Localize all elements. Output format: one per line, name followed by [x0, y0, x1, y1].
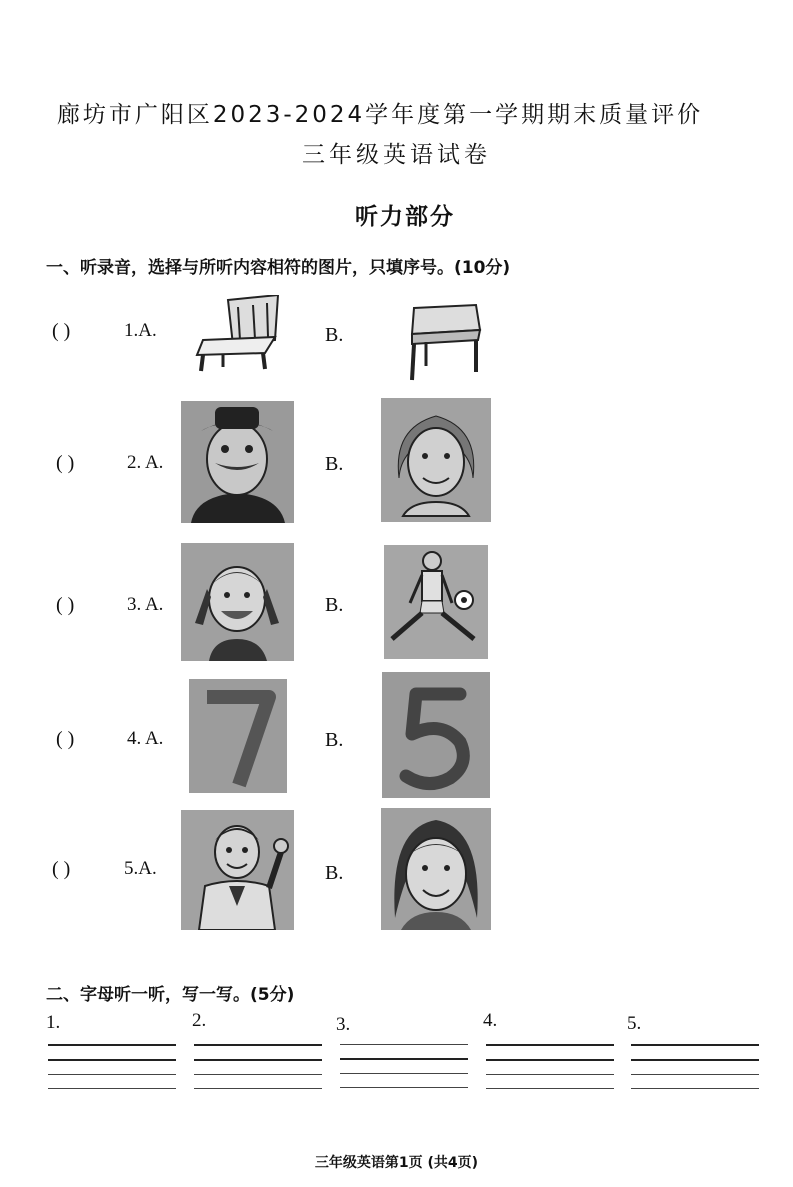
section-title: 听力部分: [355, 204, 455, 230]
answer-blank-2[interactable]: ( ): [56, 452, 75, 474]
write-item-number-2: 2.: [192, 1010, 207, 1031]
exam-subtitle: 三年级英语试卷: [302, 142, 491, 168]
write-item-number-5: 5.: [627, 1013, 642, 1034]
number-7-image: [189, 679, 287, 793]
option-b-label-1: B.: [325, 324, 344, 346]
exam-title: 廊坊市广阳区2023-2024学年度第一学期期末质量评价: [56, 102, 704, 128]
writing-lines-4[interactable]: [486, 1044, 614, 1102]
question-number-4: 4. A.: [127, 728, 164, 749]
question-number-2: 2. A.: [127, 452, 164, 473]
question-number-5: 5.A.: [124, 858, 157, 879]
writing-lines-2[interactable]: [194, 1044, 322, 1102]
question-number-1: 1.A.: [124, 320, 157, 341]
answer-blank-4[interactable]: ( ): [56, 728, 75, 750]
page-footer: 三年级英语第1页 (共4页): [314, 1155, 479, 1171]
girl-face-image: [381, 808, 491, 930]
question-number-3: 3. A.: [127, 594, 164, 615]
boy-waving-image: [181, 810, 294, 930]
girl-with-pigtails-image: [181, 543, 294, 661]
answer-blank-3[interactable]: ( ): [56, 594, 75, 616]
option-b-label-5: B.: [325, 862, 344, 884]
answer-blank-5[interactable]: ( ): [52, 858, 71, 880]
write-item-number-4: 4.: [483, 1010, 498, 1031]
writing-lines-3[interactable]: [340, 1044, 468, 1101]
part1-heading: 一、听录音，选择与所听内容相符的图片，只填序号。(10分): [46, 258, 511, 278]
desk-image: [400, 300, 484, 382]
option-b-label-4: B.: [325, 729, 344, 751]
writing-lines-5[interactable]: [631, 1044, 759, 1102]
part2-heading: 二、字母听一听，写一写。(5分): [46, 985, 295, 1005]
boy-with-ball-image: [384, 545, 488, 659]
chair-image: [193, 295, 283, 375]
option-b-label-3: B.: [325, 594, 344, 616]
woman-image: [381, 398, 491, 522]
option-b-label-2: B.: [325, 453, 344, 475]
number-5-image: [382, 672, 490, 798]
man-with-hat-image: [181, 401, 294, 523]
write-item-number-3: 3.: [336, 1014, 351, 1035]
writing-lines-1[interactable]: [48, 1044, 176, 1102]
answer-blank-1[interactable]: ( ): [52, 320, 71, 342]
write-item-number-1: 1.: [46, 1012, 61, 1033]
